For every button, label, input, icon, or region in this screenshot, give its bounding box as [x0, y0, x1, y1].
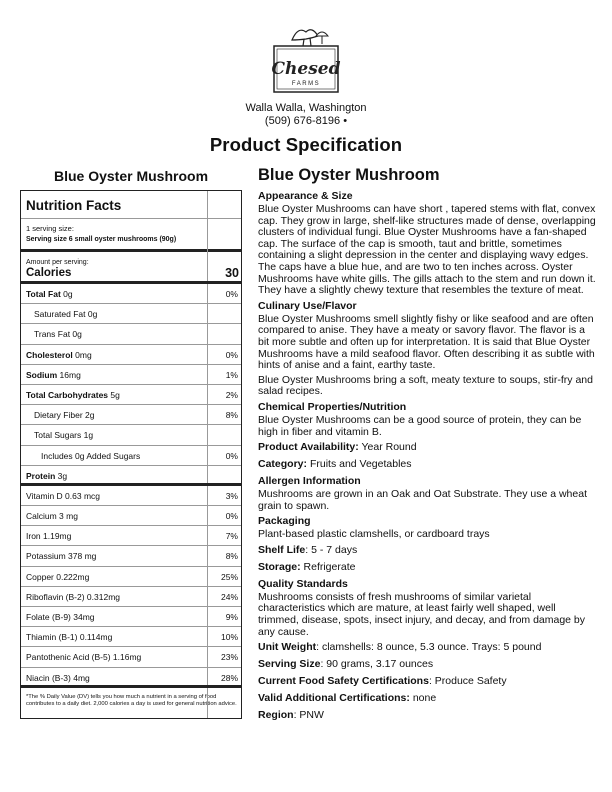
appearance-text: Blue Oyster Mushrooms can have short , tapered stems with flat, convex cap. They grow in large, shelf-like structures made of dense, overlapping clusters of individual fungi. Blue Oyster Mushrooms have a fan-shaped cap. The surface of the cap is smooth, taut and brittle, sometimes containing a slight depression in the center and displaying wavy edges. The caps have a blue hue, and are two to ten inches across. Oyster Mushrooms have white gills. The gills attach to the stem and run down it. They have a slightly chewy texture that resembles the texture of meat. [258, 203, 596, 297]
nutrient-row [21, 284, 241, 304]
nutrient-label: Trans Fat 0g [34, 329, 82, 340]
amount-per-serving: Amount per serving: [26, 259, 89, 266]
region-line [258, 709, 598, 722]
allergen-heading: Allergen Information [258, 475, 361, 488]
quality-text: Mushrooms consists of fresh mushrooms of similar varietal characteristics which are mature, at least fairly well shaped, well trimmed, disease, spots, insect injury, and decay, and from damage by any cause. [258, 590, 586, 638]
culinary-text-2: Blue Oyster Mushrooms bring a soft, meaty texture to soups, stir-fry and salad recipes. [258, 373, 593, 398]
nutrient-row [21, 345, 241, 365]
nutrient-pct: 8% [225, 410, 238, 421]
additional-cert-value: none [412, 692, 437, 705]
vitamin-row [21, 668, 241, 688]
vitamin-row [21, 567, 241, 587]
shelf-life-label: Shelf Life [258, 543, 306, 556]
packaging-text: Plant-based plastic clamshells, or cardboard trays [258, 528, 490, 541]
logo-graphic [266, 22, 346, 100]
allergen-text: Mushrooms are grown in an Oak and Oat Substrate. They use a wheat grain to spawn. [258, 488, 587, 512]
vitamin-row [21, 506, 241, 526]
vitamin-row [21, 546, 241, 566]
nutrient-pct: 0% [225, 349, 238, 360]
vitamin-pct: 25% [220, 571, 238, 582]
region-label: Region [258, 709, 294, 722]
nutrient-row [21, 365, 241, 385]
shelf-life-value: : 5 - 7 days [305, 543, 358, 556]
nutrient-label: Total Carbohydrates [26, 389, 109, 400]
nutrient-amount: 0mg [75, 349, 92, 360]
category-label: Category: [258, 458, 308, 471]
chemical-heading: Chemical Properties/Nutrition [258, 400, 407, 413]
unit-weight-line [258, 641, 598, 654]
chemical-text: Blue Oyster Mushrooms can be a good source of protein, they can be high in fiber and vitamin B. [258, 413, 582, 438]
storage-line [258, 561, 598, 574]
calories-block [21, 252, 241, 284]
logo-script-text: Chesed [271, 59, 341, 79]
nutrient-row [21, 385, 241, 405]
phone-text: (509) 676-8196 • [264, 115, 348, 127]
additional-cert-line [258, 692, 598, 705]
nutrient-label: Includes 0g Added Sugars [41, 450, 141, 461]
availability-line [258, 441, 598, 454]
nutrient-pct: 2% [225, 389, 238, 400]
storage-label: Storage: [258, 560, 301, 573]
category-value: Fruits and Vegetables [309, 458, 412, 471]
storage-value: Refrigerate [303, 560, 356, 573]
serving-size: Serving size 6 small oyster mushrooms (90g) [26, 236, 177, 243]
nutrition-facts-panel [20, 190, 242, 719]
quality-heading: Quality Standards [258, 577, 348, 590]
vitamin-label: Riboflavin (B-2) 0.312mg [26, 591, 121, 602]
nutrient-pct: 0% [225, 450, 238, 461]
nutrient-label: Cholesterol [26, 349, 73, 360]
nutrient-row [21, 324, 241, 344]
nutrient-row [21, 446, 241, 466]
vitamin-pct: 8% [225, 551, 238, 562]
nutrient-label: Saturated Fat 0g [34, 309, 98, 320]
certifications-line [258, 675, 598, 688]
serving-size-value: : 90 grams, 3.17 ounces [320, 658, 434, 671]
vitamin-label: Potassium 378 mg [26, 551, 97, 562]
certifications-label: Current Food Safety Certifications [258, 675, 429, 688]
nutrient-amount: 16mg [59, 369, 81, 380]
nutrient-label: Sodium [26, 369, 58, 380]
vitamin-label: Copper 0.222mg [26, 571, 90, 582]
servings-line: 1 serving size: [26, 224, 74, 233]
dv-footnote: *The % Daily Value (DV) tells you how much a nutrient in a serving of food contributes to a daily diet. 2,000 calories a day is used for general nutrition advice. [26, 693, 237, 707]
vitamin-label: Iron 1.19mg [26, 531, 72, 542]
vitamin-pct: 23% [220, 652, 238, 663]
nutrient-label: Protein [26, 470, 56, 481]
nutrient-amount: 0g [63, 289, 73, 299]
nutrient-label: Total Sugars 1g [34, 430, 94, 441]
category-line [258, 458, 598, 471]
vitamin-row [21, 647, 241, 667]
logo-sub-text: FARMS [291, 81, 321, 87]
vitamin-row [21, 587, 241, 607]
vitamin-pct: 7% [225, 531, 238, 542]
nutrient-row [21, 466, 241, 486]
page-title: Product Specification [209, 134, 403, 155]
calories-value: 30 [225, 266, 239, 280]
appearance-heading: Appearance & Size [258, 190, 353, 202]
packaging-heading: Packaging [258, 515, 311, 528]
additional-cert-label: Valid Additional Certifications: [258, 692, 410, 705]
vitamin-pct: 3% [225, 490, 238, 501]
vitamin-pct: 24% [220, 591, 238, 602]
culinary-text-1: Blue Oyster Mushrooms smell slightly fishy or like seafood and are often compared to anise. They have a meaty or savory flavor. The flavor is a bit more subtle and often up for interpretation. It is said that Blue Oyster Mushrooms have a mild seafood flavor. Often describing it as subtle with hints of anise and a faint, earthy taste. [258, 312, 595, 372]
unit-weight-value: : clamshells: 8 ounce, 5.3 ounce. Trays: 5 pound [316, 641, 542, 654]
nutrient-amount: 5g [110, 389, 120, 400]
vitamin-pct: 0% [225, 511, 238, 522]
product-spec-column [258, 166, 598, 726]
vitamin-pct: 28% [220, 672, 238, 683]
product-name-left: Blue Oyster Mushroom [53, 168, 209, 184]
nutrient-pct: 0% [225, 289, 238, 299]
nutrient-amount: 3g [57, 470, 68, 481]
header-contact [0, 102, 612, 128]
calories-label: Calories [26, 267, 72, 279]
nutrient-row [21, 425, 241, 445]
vitamin-pct: 9% [225, 612, 238, 622]
serving-size-line [258, 658, 598, 671]
nutrient-label: Total Fat [26, 289, 61, 299]
brand-logo [266, 22, 346, 100]
certifications-value: : Produce Safety [428, 675, 507, 688]
nutrient-row [21, 304, 241, 324]
vitamin-row [21, 526, 241, 546]
nutrient-row [21, 405, 241, 425]
vitamin-label: Thiamin (B-1) 0.114mg [26, 632, 113, 643]
vitamin-pct: 10% [220, 632, 238, 643]
location-text: Walla Walla, Washington [245, 102, 367, 114]
availability-value: Year Round [361, 441, 417, 454]
vitamin-row [21, 627, 241, 647]
shelf-life-line [258, 544, 598, 557]
spec-title: Blue Oyster Mushroom [258, 166, 440, 184]
unit-weight-label: Unit Weight [258, 641, 317, 654]
vitamin-label: Vitamin D 0.63 mcg [26, 490, 101, 501]
vitamin-label: Pantothenic Acid (B-5) 1.16mg [26, 652, 142, 663]
region-value: : PNW [293, 709, 324, 722]
serving-info [21, 219, 241, 252]
nutrient-pct: 1% [225, 369, 238, 380]
vitamin-label: Niacin (B-3) 4mg [26, 672, 90, 683]
nutrition-heading: Nutrition Facts [21, 191, 241, 219]
vitamin-label: Folate (B-9) 34mg [26, 612, 95, 622]
nutrient-label: Dietary Fiber 2g [34, 410, 95, 421]
culinary-heading: Culinary Use/Flavor [258, 299, 357, 312]
vitamin-label: Calcium 3 mg [26, 511, 78, 522]
vitamin-row [21, 486, 241, 506]
availability-label: Product Availability: [258, 441, 359, 454]
vitamin-row [21, 607, 241, 627]
serving-size-label: Serving Size [258, 658, 321, 671]
